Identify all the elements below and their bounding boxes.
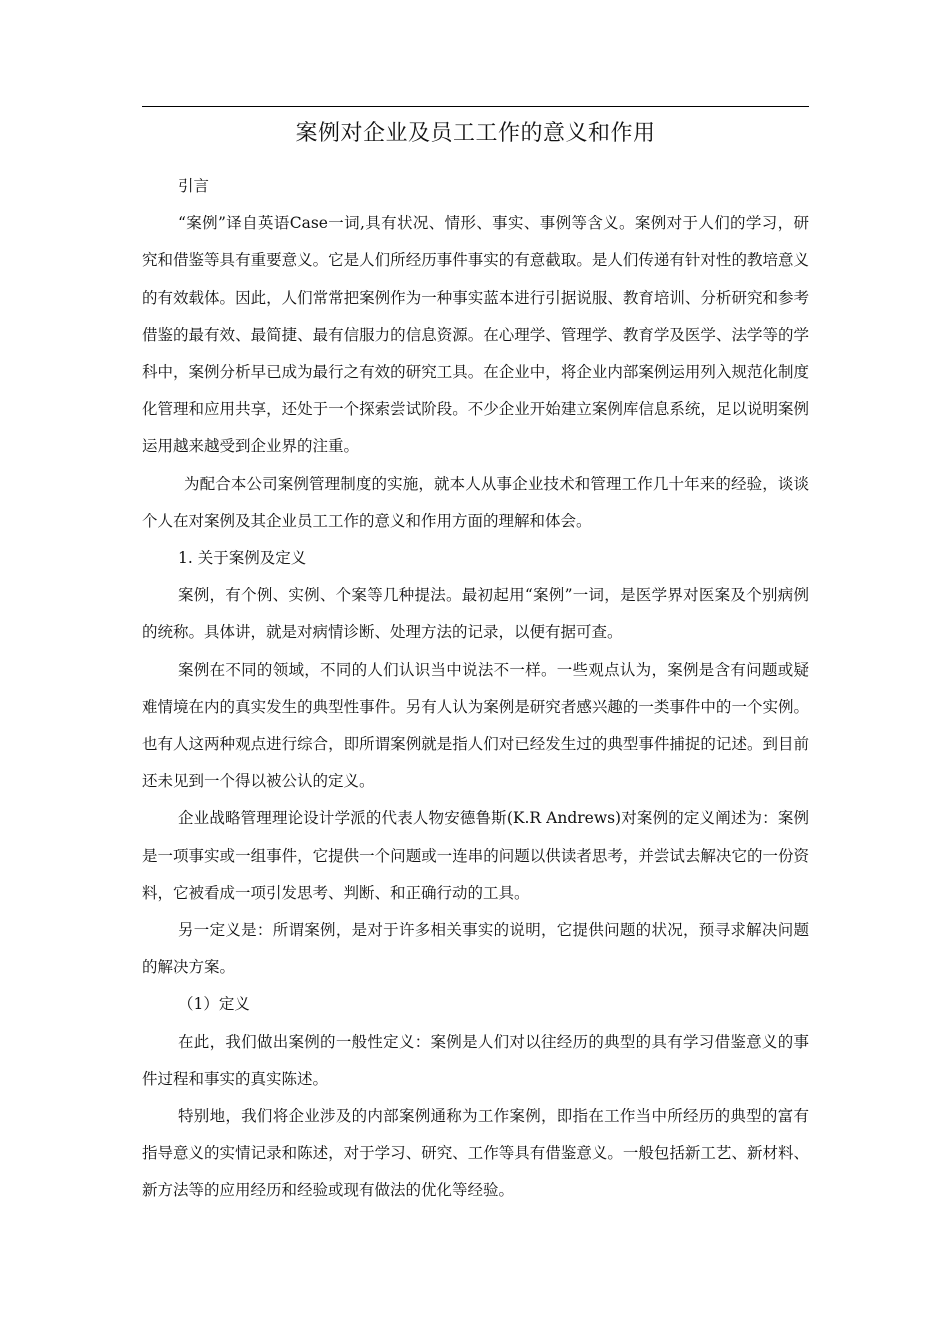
header-rule [142, 106, 809, 107]
section-heading-1: 1. 关于案例及定义 [178, 549, 307, 568]
document-body [142, 168, 809, 1210]
paragraph: 企业战略管理理论设计学派的代表人物安德鲁斯(K.R Andrews)对案例的定义阐述为：案例是一项事实或一组事件，它提供一个问题或一连串的问题以供读者思考，并尝试去解决它的一份资料，它被看成一项引发思考、判断、和正确行动的工具。 [142, 809, 809, 902]
paragraph: 案例在不同的领域，不同的人们认识当中说法不一样。一些观点认为，案例是含有问题或疑难情境在内的真实发生的典型性事件。另有人认为案例是研究者感兴趣的一类事件中的一个实例。也有人这两种观点进行综合，即所谓案例就是指人们对已经发生过的典型事件捕捉的记述。到目前还未见到一个得以被公认的定义。 [142, 660, 809, 791]
paragraph: “案例”译自英语Case一词,具有状况、情形、事实、事例等含义。案例对于人们的学习，研究和借鉴等具有重要意义。它是人们所经历事件事实的有意截取。是人们传递有针对性的教培意义的有效载体。因此，人们常常把案例作为一种事实蓝本进行引据说服、教育培训、分析研究和参考借鉴的最有效、最简捷、最有信服力的信息资源。在心理学、管理学、教育学及医学、法学等的学科中，案例分析早已成为最行之有效的研究工具。在企业中，将企业内部案例运用列入规范化制度化管理和应用共享，还处于一个探索尝试阶段。不少企业开始建立案例库信息系统，足以说明案例运用越来越受到企业界的注重。 [142, 214, 809, 456]
paragraph: 特别地，我们将企业涉及的内部案例通称为工作案例，即指在工作当中所经历的典型的富有指导意义的实情记录和陈述，对于学习、研究、工作等具有借鉴意义。一般包括新工艺、新材料、新方法等的应用经历和经验或现有做法的优化等经验。 [142, 1107, 809, 1200]
document-title: 案例对企业及员工工作的意义和作用 [295, 121, 656, 146]
subsection-heading-definition: （1）定义 [178, 995, 250, 1014]
paragraph: 另一定义是：所谓案例，是对于许多相关事实的说明，它提供问题的状况，预寻求解决问题的解决方案。 [142, 921, 809, 977]
section-heading-intro: 引言 [178, 177, 210, 195]
paragraph: 在此，我们做出案例的一般性定义：案例是人们对以往经历的典型的具有学习借鉴意义的事件过程和事实的真实陈述。 [142, 1032, 809, 1088]
paragraph: 为配合本公司案例管理制度的实施，就本人从事企业技术和管理工作几十年来的经验，谈谈个人在对案例及其企业员工工作的意义和作用方面的理解和体会。 [142, 474, 809, 530]
paragraph: 案例，有个例、实例、个案等几种提法。最初起用“案例”一词，是医学界对医案及个别病例的统称。具体讲，就是对病情诊断、处理方法的记录，以便有据可查。 [142, 586, 809, 642]
